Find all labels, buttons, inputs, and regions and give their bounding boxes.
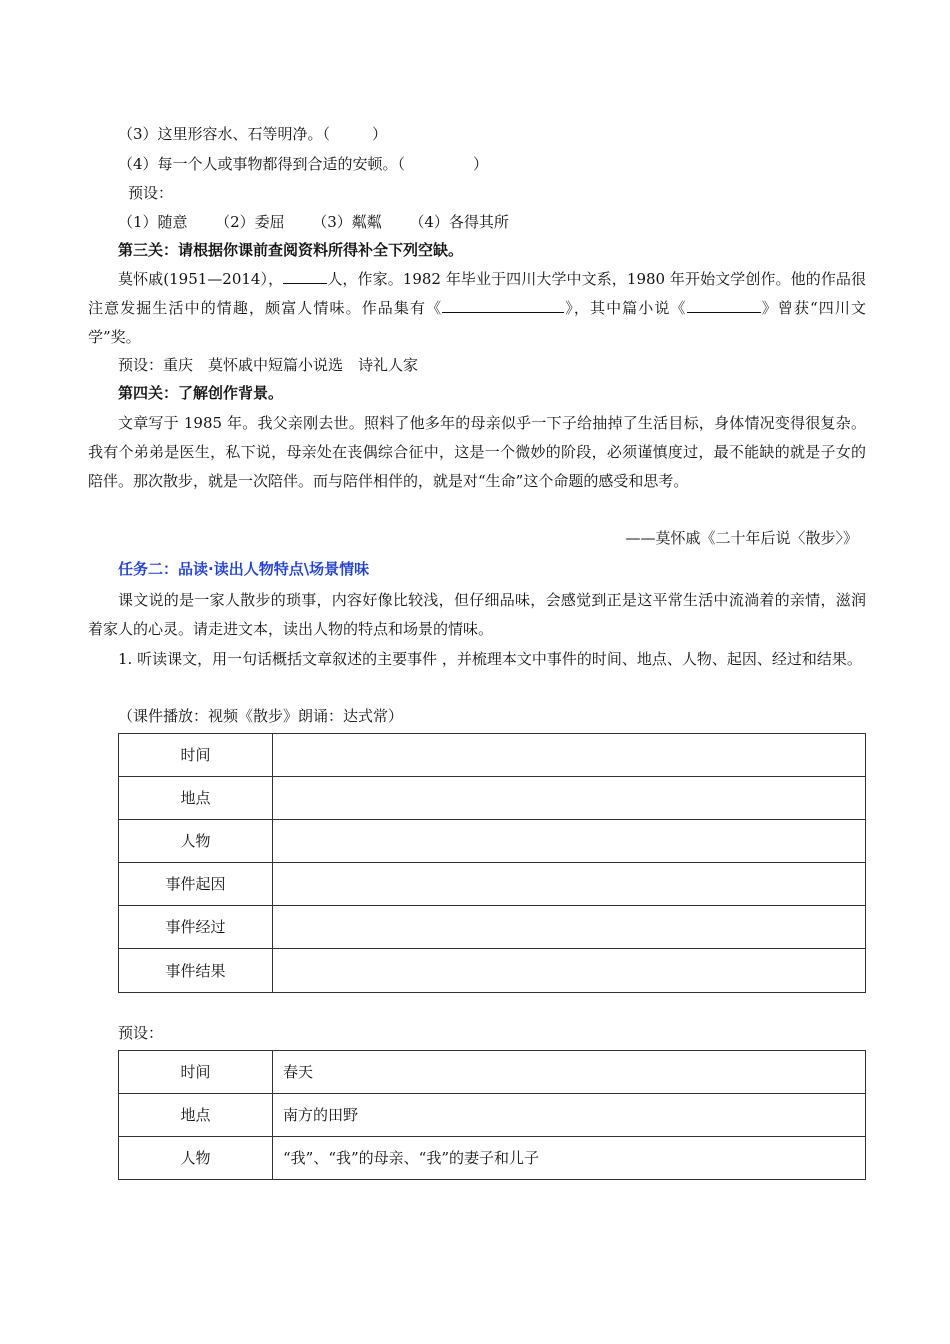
answer-cell[interactable] <box>273 906 866 949</box>
answer-4: （4）各得其所 <box>409 213 509 231</box>
row-label: 时间 <box>119 1051 273 1094</box>
answer-row <box>118 212 509 232</box>
table-row <box>119 734 866 777</box>
blank-collection <box>442 296 564 313</box>
answer-cell[interactable] <box>273 863 866 906</box>
row-label: 地点 <box>119 777 273 820</box>
task2-question-1: 1. 听读课文，用一句话概括文章叙述的主要事件 ，并梳理本文中事件的时间、地点、人物、起因、经过和结果。 <box>118 650 862 668</box>
blank-hometown <box>283 267 327 284</box>
task2-note: （课件播放：视频《散步》朗诵：达式常） <box>118 707 404 725</box>
row-value: 南方的田野 <box>273 1094 866 1137</box>
level3-p4: 》曾获“四川文学”奖。 <box>88 299 866 346</box>
level3-p2: 人，作家。1982 年毕业于四川大学中文系，1980 年开始文学创作。他的作品很注意发掘生活中的情趣，颇富人情味。作品集有《 <box>88 270 867 317</box>
row-label: 地点 <box>119 1094 273 1137</box>
table-row <box>119 863 866 906</box>
task2-title: 任务二：品读·读出人物特点\场景情味 <box>118 560 370 578</box>
level3-p3: 》，其中篇小说《 <box>564 299 687 317</box>
level3-preset: 预设：重庆 莫怀戚中短篇小说选 诗礼人家 <box>118 356 419 374</box>
level4-title: 第四关：了解创作背景。 <box>118 384 284 402</box>
level3-title: 第三关：请根据你课前查阅资料所得补全下列空缺。 <box>118 241 464 259</box>
row-label: 事件经过 <box>119 906 273 949</box>
answer-cell[interactable] <box>273 820 866 863</box>
question-4 <box>118 154 488 174</box>
preset-label-2: 预设： <box>118 1024 164 1042</box>
summary-table-blank <box>118 733 866 993</box>
table-row <box>119 1051 866 1094</box>
answer-3: （3）粼粼 <box>312 213 382 231</box>
preset-label-1: 预设： <box>128 184 174 202</box>
table-row <box>119 1094 866 1137</box>
level3-paragraph <box>88 265 866 352</box>
row-label: 事件起因 <box>119 863 273 906</box>
answer-2: （2）委屈 <box>215 213 285 231</box>
table-row <box>119 1137 866 1180</box>
level4-text: 文章写于 1985 年。我父亲刚去世。照料了他多年的母亲似乎一下子给抽掉了生活目标，身体情况变得很复杂。我有个弟弟是医生，私下说，母亲处在丧偶综合征中，这是一个微妙的阶段，必须谨慎度过，最不能缺的就是子女的陪伴。那次散步，就是一次陪伴。而与陪伴相伴的，就是对“生命”这个命题的感受和思考。 <box>88 414 866 490</box>
blank-novella <box>687 296 761 313</box>
row-value: 春天 <box>273 1051 866 1094</box>
row-label: 人物 <box>119 820 273 863</box>
summary-table-preset <box>118 1050 866 1180</box>
table-row <box>119 949 866 993</box>
table-row <box>119 820 866 863</box>
answer-1: （1）随意 <box>118 213 188 231</box>
row-label: 时间 <box>119 734 273 777</box>
question-4-close: ） <box>473 155 489 173</box>
answer-cell[interactable] <box>273 734 866 777</box>
row-value: “我”、“我”的母亲、“我”的妻子和儿子 <box>273 1137 866 1180</box>
question-3-close: ） <box>372 125 388 143</box>
answer-cell[interactable] <box>273 949 866 993</box>
row-label: 人物 <box>119 1137 273 1180</box>
question-3 <box>118 124 387 144</box>
question-4-text: （4）每一个人或事物都得到合适的安顿。（ <box>118 155 406 173</box>
task2-intro: 课文说的是一家人散步的琐事，内容好像比较浅，但仔细品味，会感觉到正是这平常生活中流淌着的亲情，滋润着家人的心灵。请走进文本，读出人物的特点和场景的情味。 <box>88 591 866 638</box>
level3-p1: 莫怀戚(1951—2014）， <box>118 270 284 288</box>
row-label: 事件结果 <box>119 949 273 993</box>
question-3-text: （3）这里形容水、石等明净。（ <box>118 125 331 143</box>
level4-source: ——莫怀戚《二十年后说〈散步〉》 <box>625 529 858 547</box>
answer-cell[interactable] <box>273 777 866 820</box>
table-row <box>119 777 866 820</box>
table-row <box>119 906 866 949</box>
